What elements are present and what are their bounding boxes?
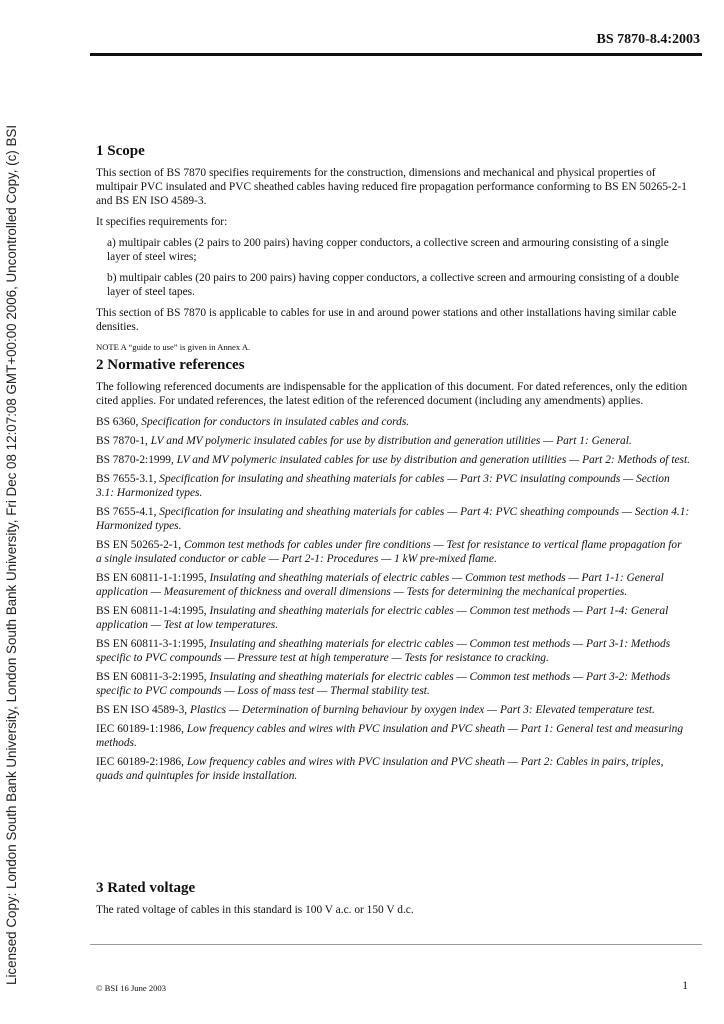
reference-item bbox=[96, 434, 690, 448]
reference-title: Low frequency cables and wires with PVC insulation and PVC sheath — Part 1: General test and measuring methods. bbox=[96, 723, 684, 749]
reference-item bbox=[96, 505, 690, 533]
reference-list bbox=[96, 415, 690, 783]
reference-code: BS 7870-1, bbox=[96, 435, 151, 447]
paragraph: The rated voltage of cables in this standard is 100 V a.c. or 150 V d.c. bbox=[96, 904, 414, 916]
reference-title: Insulating and sheathing materials for electric cables — Common test methods — Part 3-2: Methods specific to PVC compounds — Loss of mass test — Thermal stability test. bbox=[96, 671, 671, 697]
reference-item bbox=[96, 637, 690, 665]
reference-title: Specification for insulating and sheathing materials for cables — Part 3: PVC insulating compounds — Section 3.1: Harmonized types. bbox=[96, 473, 670, 499]
reference-title: LV and MV polymeric insulated cables for use by distribution and generation utilities — Part 2: Methods of test. bbox=[176, 454, 690, 466]
section-scope bbox=[96, 143, 690, 361]
reference-code: BS EN 60811-3-1:1995, bbox=[96, 638, 210, 650]
reference-code: BS 7655-4.1, bbox=[96, 506, 160, 518]
reference-code: BS 6360, bbox=[96, 416, 142, 428]
reference-item bbox=[96, 472, 690, 500]
section-heading: 3 Rated voltage bbox=[96, 880, 196, 896]
reference-item bbox=[96, 538, 690, 566]
section-rated-voltage bbox=[96, 880, 690, 924]
reference-title: Specification for insulating and sheathing materials for cables — Part 4: PVC sheathing compounds — Section 4.1: Harmonized types. bbox=[96, 506, 690, 532]
list-item: b) multipair cables (20 pairs to 200 pairs) having copper conductors, a collective screen and armouring consisting of a double layer of steel tapes. bbox=[107, 272, 679, 298]
reference-code: BS EN 50265-2-1, bbox=[96, 539, 184, 551]
reference-item bbox=[96, 670, 690, 698]
reference-item bbox=[96, 415, 690, 429]
reference-code: BS EN 60811-1-4:1995, bbox=[96, 605, 210, 617]
section-heading: 1 Scope bbox=[96, 143, 145, 159]
reference-code: IEC 60189-2:1986, bbox=[96, 756, 187, 768]
section-heading: 2 Normative references bbox=[96, 357, 245, 373]
list-item: a) multipair cables (2 pairs to 200 pairs) having copper conductors, a collective screen and armouring consisting of a single layer of steel wires; bbox=[107, 237, 669, 263]
note: NOTE A “guide to use” is given in Annex A. bbox=[96, 342, 251, 352]
reference-title: Specification for conductors in insulated cables and cords. bbox=[141, 416, 410, 428]
paragraph: This section of BS 7870 specifies requirements for the construction, dimensions and mechanical and physical properties of multipair PVC insulated and PVC sheathed cables having reduced fire propagation performance conforming to BS EN 50265-2-1 and BS EN ISO 4589-3. bbox=[96, 167, 687, 207]
reference-title: Plastics — Determination of burning behaviour by oxygen index — Part 3: Elevated temperature test. bbox=[189, 704, 655, 716]
reference-title: Common test methods for cables under fire conditions — Test for resistance to vertical flame propagation for a single insulated conductor or cable — Part 2-1: Procedures — 1 kW pre-mixed flame. bbox=[96, 539, 682, 565]
license-watermark: Licensed Copy: London South Bank University, London South Bank University, Fri Dec 08 12:07:08 GMT+00:00 2006, Uncontrolled Copy, (c) BSI bbox=[4, 124, 19, 985]
reference-code: IEC 60189-1:1986, bbox=[96, 723, 187, 735]
reference-item bbox=[96, 571, 690, 599]
reference-item bbox=[96, 453, 690, 467]
reference-code: BS EN 60811-3-2:1995, bbox=[96, 671, 210, 683]
reference-item bbox=[96, 703, 690, 717]
reference-title: Insulating and sheathing materials for electric cables — Common test methods — Part 1-4: General application — Test at low temperatures. bbox=[96, 605, 669, 631]
paragraph: It specifies requirements for: bbox=[96, 216, 228, 228]
reference-code: BS 7870-2:1999, bbox=[96, 454, 177, 466]
header-rule bbox=[90, 53, 702, 56]
section-normative-references bbox=[96, 357, 690, 788]
reference-code: BS 7655-3.1, bbox=[96, 473, 160, 485]
reference-code: BS EN 60811-1-1:1995, bbox=[96, 572, 210, 584]
footer-copyright: © BSI 16 June 2003 bbox=[96, 983, 167, 993]
reference-code: BS EN ISO 4589-3, bbox=[96, 704, 190, 716]
paragraph: The following referenced documents are indispensable for the application of this document. For dated references, only the edition cited applies. For undated references, the latest edition of the referenced document (including any amendments) applies. bbox=[96, 381, 688, 407]
reference-item bbox=[96, 755, 690, 783]
reference-title: Insulating and sheathing materials for electric cables — Common test methods — Part 3-1: Methods specific to PVC compounds — Pressure test at high temperature — Tests for resistance to cracking. bbox=[96, 638, 671, 664]
page-number: 1 bbox=[682, 980, 688, 992]
standard-number-header: BS 7870-8.4:2003 bbox=[596, 32, 700, 47]
footer-rule bbox=[90, 944, 702, 945]
reference-title: Insulating and sheathing materials of electric cables — Common test methods — Part 1-1: General application — Measurement of thickness and overall dimensions — Tests for determining the mechanical properties. bbox=[96, 572, 664, 598]
reference-title: Low frequency cables and wires with PVC insulation and PVC sheath — Part 2: Cables in pairs, triples, quads and quintuples for inside installation. bbox=[96, 756, 664, 782]
reference-item bbox=[96, 722, 690, 750]
paragraph: This section of BS 7870 is applicable to cables for use in and around power stations and other installations having similar cable densities. bbox=[96, 307, 677, 333]
reference-title: LV and MV polymeric insulated cables for use by distribution and generation utilities — Part 1: General. bbox=[150, 435, 632, 447]
reference-item bbox=[96, 604, 690, 632]
